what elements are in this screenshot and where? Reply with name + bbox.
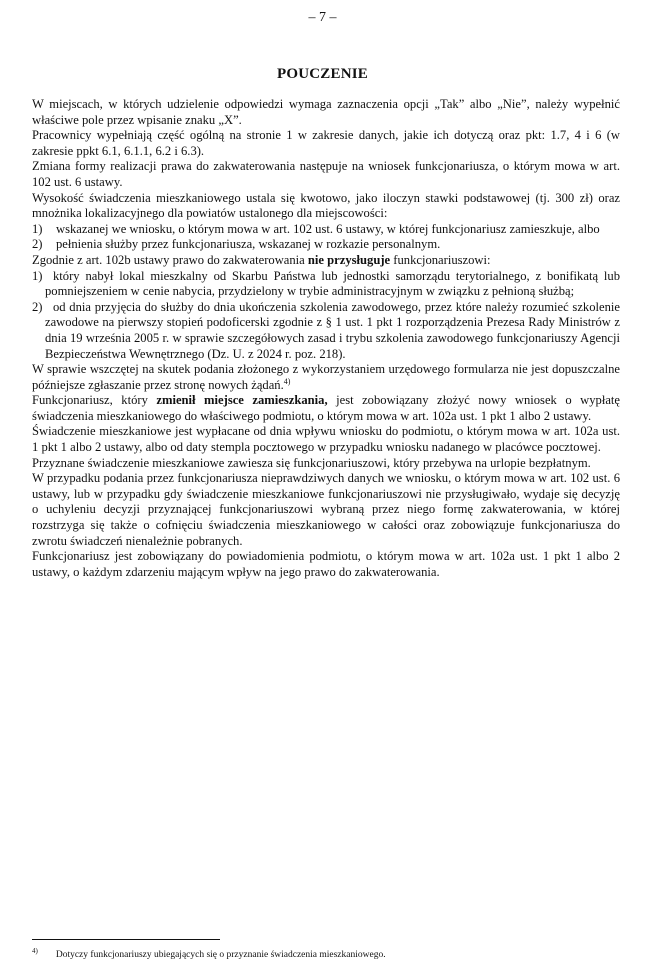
list-number: 1) xyxy=(32,221,43,236)
list-item xyxy=(32,222,620,238)
paragraph-not-entitled xyxy=(32,253,620,269)
document-title: POUCZENIE xyxy=(277,66,368,82)
text-segment: funkcjonariuszowi: xyxy=(390,252,491,267)
paragraph-form-change: Zmiana formy realizacji prawa do zakwaterowania następuje na wniosek funkcjonariusza, o którym mowa w art. 102 ust. 6 ustawy. xyxy=(32,159,620,189)
exclusion-list xyxy=(32,269,620,363)
bold-text: zmienił miejsce zamieszkania, xyxy=(156,393,328,408)
text-segment: jest zobowiązany złożyć nowy wniosek o wypłatę świadczenia mieszkaniowego do właściwego podmiotu, o którym mowa w art. 102a ust. 1 pkt 1 albo 2 ustawy. xyxy=(32,393,620,423)
footnote-reference: 4) xyxy=(283,376,291,386)
paragraph-payment-start: Świadczenie mieszkaniowe jest wypłacane od dnia wpływu wniosku do podmiotu, o którym mowa w art. 102a ust. 1 pkt 1 albo 2 ustawy, albo od daty stempla pocztowego w przypadku wniosku nadanego w placówce pocztowej. xyxy=(32,424,620,455)
list-number: 2) xyxy=(32,237,43,252)
text-segment: Zgodnie z art. 102b ustawy prawo do zakwaterowania xyxy=(32,252,308,267)
footnote xyxy=(32,946,620,961)
list-text: od dnia przyjęcia do służby do dnia ukończenia szkolenia zawodowego, przez które należy rozumieć szkolenie zawodowe na pierwszy stopień podoficerski zgodnie z § 1 ust. 1 pkt 1 rozporządzenia Prezesa Rady Ministrów z dnia 19 września 2005 r. w sprawie szczegółowych zasad i trybu szkolenia zawodowego funkcjonariuszy Agencji Bezpieczeństwa Wewnętrznego (Dz. U. z 2024 r. poz. 218). xyxy=(45,299,620,361)
list-item xyxy=(32,237,620,253)
paragraph-amount: Wysokość świadczenia mieszkaniowego ustala się kwotowo, jako iloczyn stawki podstawowej (tj. 300 zł) oraz mnożnika lokalizacyjnego dla powiatów ustalonego dla miejscowości: xyxy=(32,190,620,221)
list-item xyxy=(32,300,620,362)
paragraph-notification: Funkcjonariusz jest zobowiązany do powiadomienia podmiotu, o którym mowa w art. 102a ust. 1 pkt 1 albo 2 ustawy, o każdym zdarzeniu mającym wpływ na jego prawo do zakwaterowania. xyxy=(32,549,620,579)
page-number: – 7 – xyxy=(308,10,337,25)
locality-list xyxy=(32,222,620,253)
paragraph-suspension: Przyznane świadczenie mieszkaniowe zawiesza się funkcjonariuszowi, który przebywa na urlopie bezpłatnym. xyxy=(32,455,591,470)
list-item xyxy=(32,269,620,300)
bold-text: nie przysługuje xyxy=(307,252,391,267)
paragraph-change-residence xyxy=(32,393,620,424)
list-number: 2) xyxy=(32,299,43,314)
paragraph-false-data: W przypadku podania przez funkcjonariusza nieprawdziwych danych we wniosku, o którym mowa w art. 102 ust. 6 ustawy, lub w przypadku gdy świadczenie mieszkaniowe funkcjonariuszowi nie przysługiwało, wydaje się decyzję o uchyleniu decyzji przyznającej funkcjonariuszowi wybraną przez niego formę zakwaterowania, w której rozstrzyga się także o cofnięciu świadczenia mieszkaniowego w całości oraz zobowiązuje funkcjonariusza do zwrotu świadczeń nienależnie pobranych. xyxy=(32,471,620,548)
footnote-mark: 4) xyxy=(32,946,38,955)
list-text: który nabył lokal mieszkalny od Skarbu Państwa lub jednostki samorządu terytorialnego, z bonifikatą lub pomniejszeniem w cenie nabycia, przydzielony w trybie administracyjnym w związku z pełnioną służbą; xyxy=(45,268,620,299)
list-text: wskazanej we wniosku, o którym mowa w art. 102 ust. 6 ustawy, w której funkcjonariusz zamieszkuje, albo xyxy=(56,221,600,236)
footnote-text: Dotyczy funkcjonariuszy ubiegających się o przyznanie świadczenia mieszkaniowego. xyxy=(55,950,386,960)
list-number: 1) xyxy=(32,268,43,283)
text-segment: W sprawie wszczętej na skutek podania złożonego z wykorzystaniem urzędowego formularza nie jest dopuszczalne późniejsze zgłaszanie przez stronę nowych żądań. xyxy=(32,362,620,392)
text-segment: Funkcjonariusz, który xyxy=(32,393,157,408)
instructions-body xyxy=(32,97,620,580)
footnote-divider xyxy=(32,939,220,940)
paragraph-checkbox-instruction: W miejscach, w których udzielenie odpowiedzi wymaga zaznaczenia opcji „Tak” albo „Nie”, należy wypełnić właściwe pole przez wpisanie znaku „X”. xyxy=(32,97,620,127)
paragraph-employees: Pracownicy wypełniają część ogólną na stronie 1 w zakresie danych, jakie ich dotyczą oraz pkt: 1.7, 4 i 6 (w zakresie ppkt 6.1, 6.1.1, 6.2 i 6.3). xyxy=(32,128,620,158)
list-text: pełnienia służby przez funkcjonariusza, wskazanej w rozkazie personalnym. xyxy=(56,237,441,252)
paragraph-new-demands xyxy=(32,362,620,393)
